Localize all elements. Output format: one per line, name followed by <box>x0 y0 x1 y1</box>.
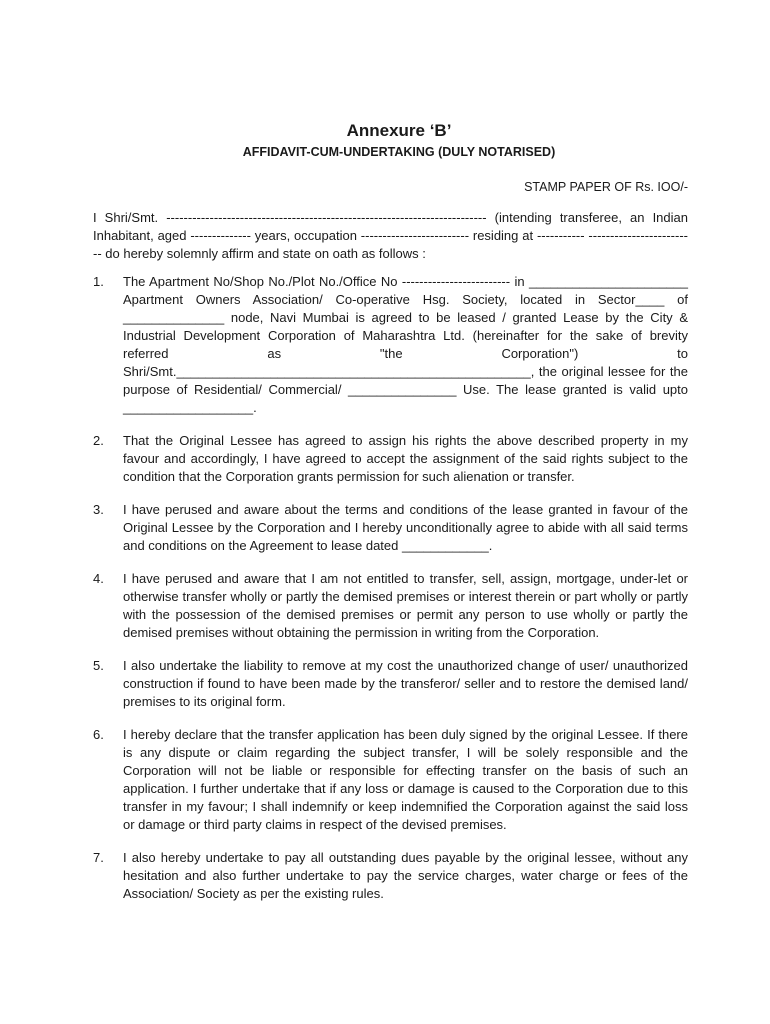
clause-item <box>93 432 688 486</box>
clause-number: 4. <box>93 571 104 586</box>
clause-list <box>93 273 688 918</box>
document-title: Annexure ‘B’ <box>346 121 452 140</box>
clause-text: I also undertake the liability to remove at my cost the unauthorized change of user/ unauthorized construction if found to have been made by the transferor/ seller and to restore the demised land/ premises to its original form. <box>123 658 688 709</box>
clause-text: I have perused and aware about the terms and conditions of the lease granted in favour of the Original Lessee by the Corporation and I hereby unconditionally agree to abide with all said terms and conditions on the Agreement to lease dated ____________. <box>123 502 688 553</box>
clause-item <box>93 273 688 417</box>
clause-number: 7. <box>93 850 104 865</box>
clause-item <box>93 570 688 642</box>
clause-number: 2. <box>93 433 104 448</box>
clause-item <box>93 657 688 711</box>
clause-number: 5. <box>93 658 104 673</box>
clause-number: 6. <box>93 727 104 742</box>
intro-paragraph: I Shri/Smt. -------------------------------------------------------------------------- (intending transferee, an Indian Inhabitant, aged -------------- years, occupation ------------------------- residing at ----------- ------------------------- do hereby solemnly affirm and state on oath as follows : <box>93 210 688 261</box>
clause-text: That the Original Lessee has agreed to assign his rights the above described property in my favour and accordingly, I have agreed to accept the assignment of the said rights subject to the condition that the Corporation grants permission for such alienation or transfer. <box>123 433 688 484</box>
clause-item <box>93 726 688 834</box>
clause-item <box>93 501 688 555</box>
clause-text: I hereby declare that the transfer application has been duly signed by the original Lessee. If there is any dispute or claim regarding the subject transfer, I will be solely responsible and the Corporation will not be liable or responsible for effecting transfer on the basis of such an application. I further undertake that if any loss or damage is caused to the Corporation due to this transfer in my favour; I shall indemnify or keep indemnified the Corporation against the said loss or damage or third party claims in respect of the devised premises. <box>123 727 688 832</box>
clause-item <box>93 849 688 903</box>
clause-text: The Apartment No/Shop No./Plot No./Office No ------------------------- in ______________________ Apartment Owners Association/ Co-operative Hsg. Society, located in Sector____ of ______________ node, Navi Mumbai is agreed to be leased / granted Lease by the City & Industrial Development Corporation of Maharashtra Ltd. (hereinafter for the sake of brevity referred as "the Corporation") to Shri/Smt._________________________________________________, the original lessee for the purpose of Residential/ Commercial/ _______________ Use. The lease granted is valid upto __________________. <box>123 274 688 415</box>
clause-text: I also hereby undertake to pay all outstanding dues payable by the original lessee, without any hesitation and also further undertake to pay the service charges, water charge or fees of the Association/ Society as per the existing rules. <box>123 850 688 901</box>
clause-text: I have perused and aware that I am not entitled to transfer, sell, assign, mortgage, under-let or otherwise transfer wholly or partly the demised premises or interest therein or part wholly or partly with the possession of the demised premises or permit any person to use wholly or partly the demised premises without obtaining the permission in writing from the Corporation. <box>123 571 688 640</box>
clause-number: 3. <box>93 502 104 517</box>
stamp-paper-note: STAMP PAPER OF Rs. IOO/- <box>524 180 688 194</box>
clause-number: 1. <box>93 274 104 289</box>
document-subtitle: AFFIDAVIT-CUM-UNDERTAKING (DULY NOTARISED) <box>242 145 556 159</box>
